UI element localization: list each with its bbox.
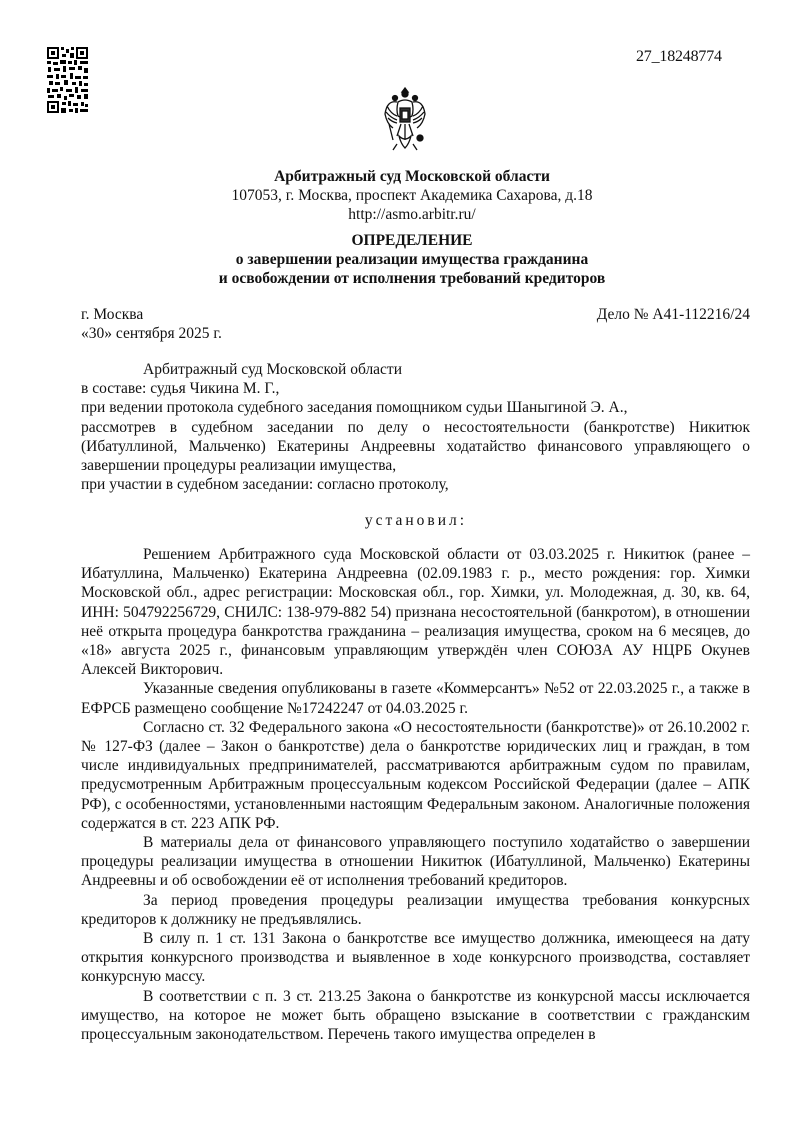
paragraph: В силу п. 1 ст. 131 Закона о банкротстве все имущество должника, имеющееся на дату открытия конкурсного производства и выявленное в ходе конкурсного производства, составляет конкурсную массу.	[81, 930, 750, 986]
decision-date: «30» сентября 2025 г.	[81, 325, 222, 342]
qr-code-icon	[46, 46, 89, 114]
intro-line: при ведении протокола судебного заседания помощником судьи Шаныгиной Э. А.,	[81, 399, 628, 417]
main-text	[81, 545, 750, 1044]
intro-line: в составе: судья Чикина М. Г.,	[81, 380, 280, 398]
established-label: установил:	[364, 512, 468, 529]
paragraph: В материалы дела от финансового управляющего поступило ходатайство о завершении процедуры реализации имущества в отношении Никитюк (Ибатуллиной, Мальченко) Екатерины Андреевны и об освобождении её от исполнения требований кредиторов.	[81, 834, 750, 890]
paragraph: За период проведения процедуры реализации имущества требования конкурсных кредиторов к должнику не предъявлялись.	[81, 891, 750, 928]
intro-line: Арбитражный суд Московской области	[143, 361, 403, 378]
paragraph: В соответствии с п. 3 ст. 213.25 Закона о банкротстве из конкурсной массы исключается имущество, на которое не может быть обращено взыскание в соответствии с гражданским процессуальным законодательством. Перечень такого имущества определен в	[81, 987, 750, 1044]
city: г. Москва	[81, 306, 144, 323]
case-number: Дело № А41-112216/24	[596, 306, 750, 323]
paragraph: Решением Арбитражного суда Московской области от 03.03.2025 г. Никитюк (ранее – Ибатуллина, Мальченко) Екатерина Андреевна (02.09.1983 г. р., место рождения: гор. Химки Московской обл., адрес регистрации: Московская обл., гор. Химки, ул. Молодежная, д. 30, кв. 64, ИНН: 504792256729, СНИЛС: 138-979-882 54) признана несостоятельной (банкротом), в отношении неё открыта процедура банкротства гражданина – реализация имущества, сроком на 6 месяцев, до «18» августа 2025 г., финансовым управляющим утверждён член СОЮЗА АУ НЦРБ Окунев Алексей Викторович.	[81, 546, 750, 679]
court-url: http://asmo.arbitr.ru/	[348, 206, 476, 223]
document-id: 27_18248774	[636, 48, 722, 65]
russian-coat-of-arms-icon	[383, 84, 427, 156]
intro-line: при участии в судебном заседании: согласно протоколу,	[81, 476, 449, 494]
intro-line: рассмотрев в судебном заседании по делу о несостоятельности (банкротстве) Никитюк (Ибатуллиной, Мальченко) Екатерины Андреевны ходатайство финансового управляющего о завершении процедуры реализации имущества,	[81, 418, 750, 475]
court-address: 107053, г. Москва, проспект Академика Сахарова, д.18	[231, 187, 593, 204]
document-title: ОПРЕДЕЛЕНИЕ	[351, 232, 473, 249]
document-subtitle-line-2: и освобождении от исполнения требований кредиторов	[218, 270, 606, 287]
paragraph: Согласно ст. 32 Федерального закона «О несостоятельности (банкротстве)» от 26.10.2002 г. № 127-ФЗ (далее – Закон о банкротстве) дела о банкротстве юридических лиц и граждан, в том числе индивидуальных предпринимателей, рассматриваются арбитражным судом по правилам, предусмотренным Арбитражным процессуальным кодексом Российской Федерации (далее – АПК РФ), с особенностями, установленными настоящим Федеральным законом. Аналогичные положения содержатся в ст. 223 АПК РФ.	[81, 718, 750, 832]
paragraph: Указанные сведения опубликованы в газете «Коммерсантъ» №52 от 22.03.2025 г., а также в ЕФРСБ размещено сообщение №17242247 от 04.03.2025 г.	[81, 680, 750, 717]
document-subtitle-line-1: о завершении реализации имущества гражданина	[235, 251, 589, 268]
intro-block	[81, 360, 750, 494]
court-name: Арбитражный суд Московской области	[274, 168, 550, 185]
